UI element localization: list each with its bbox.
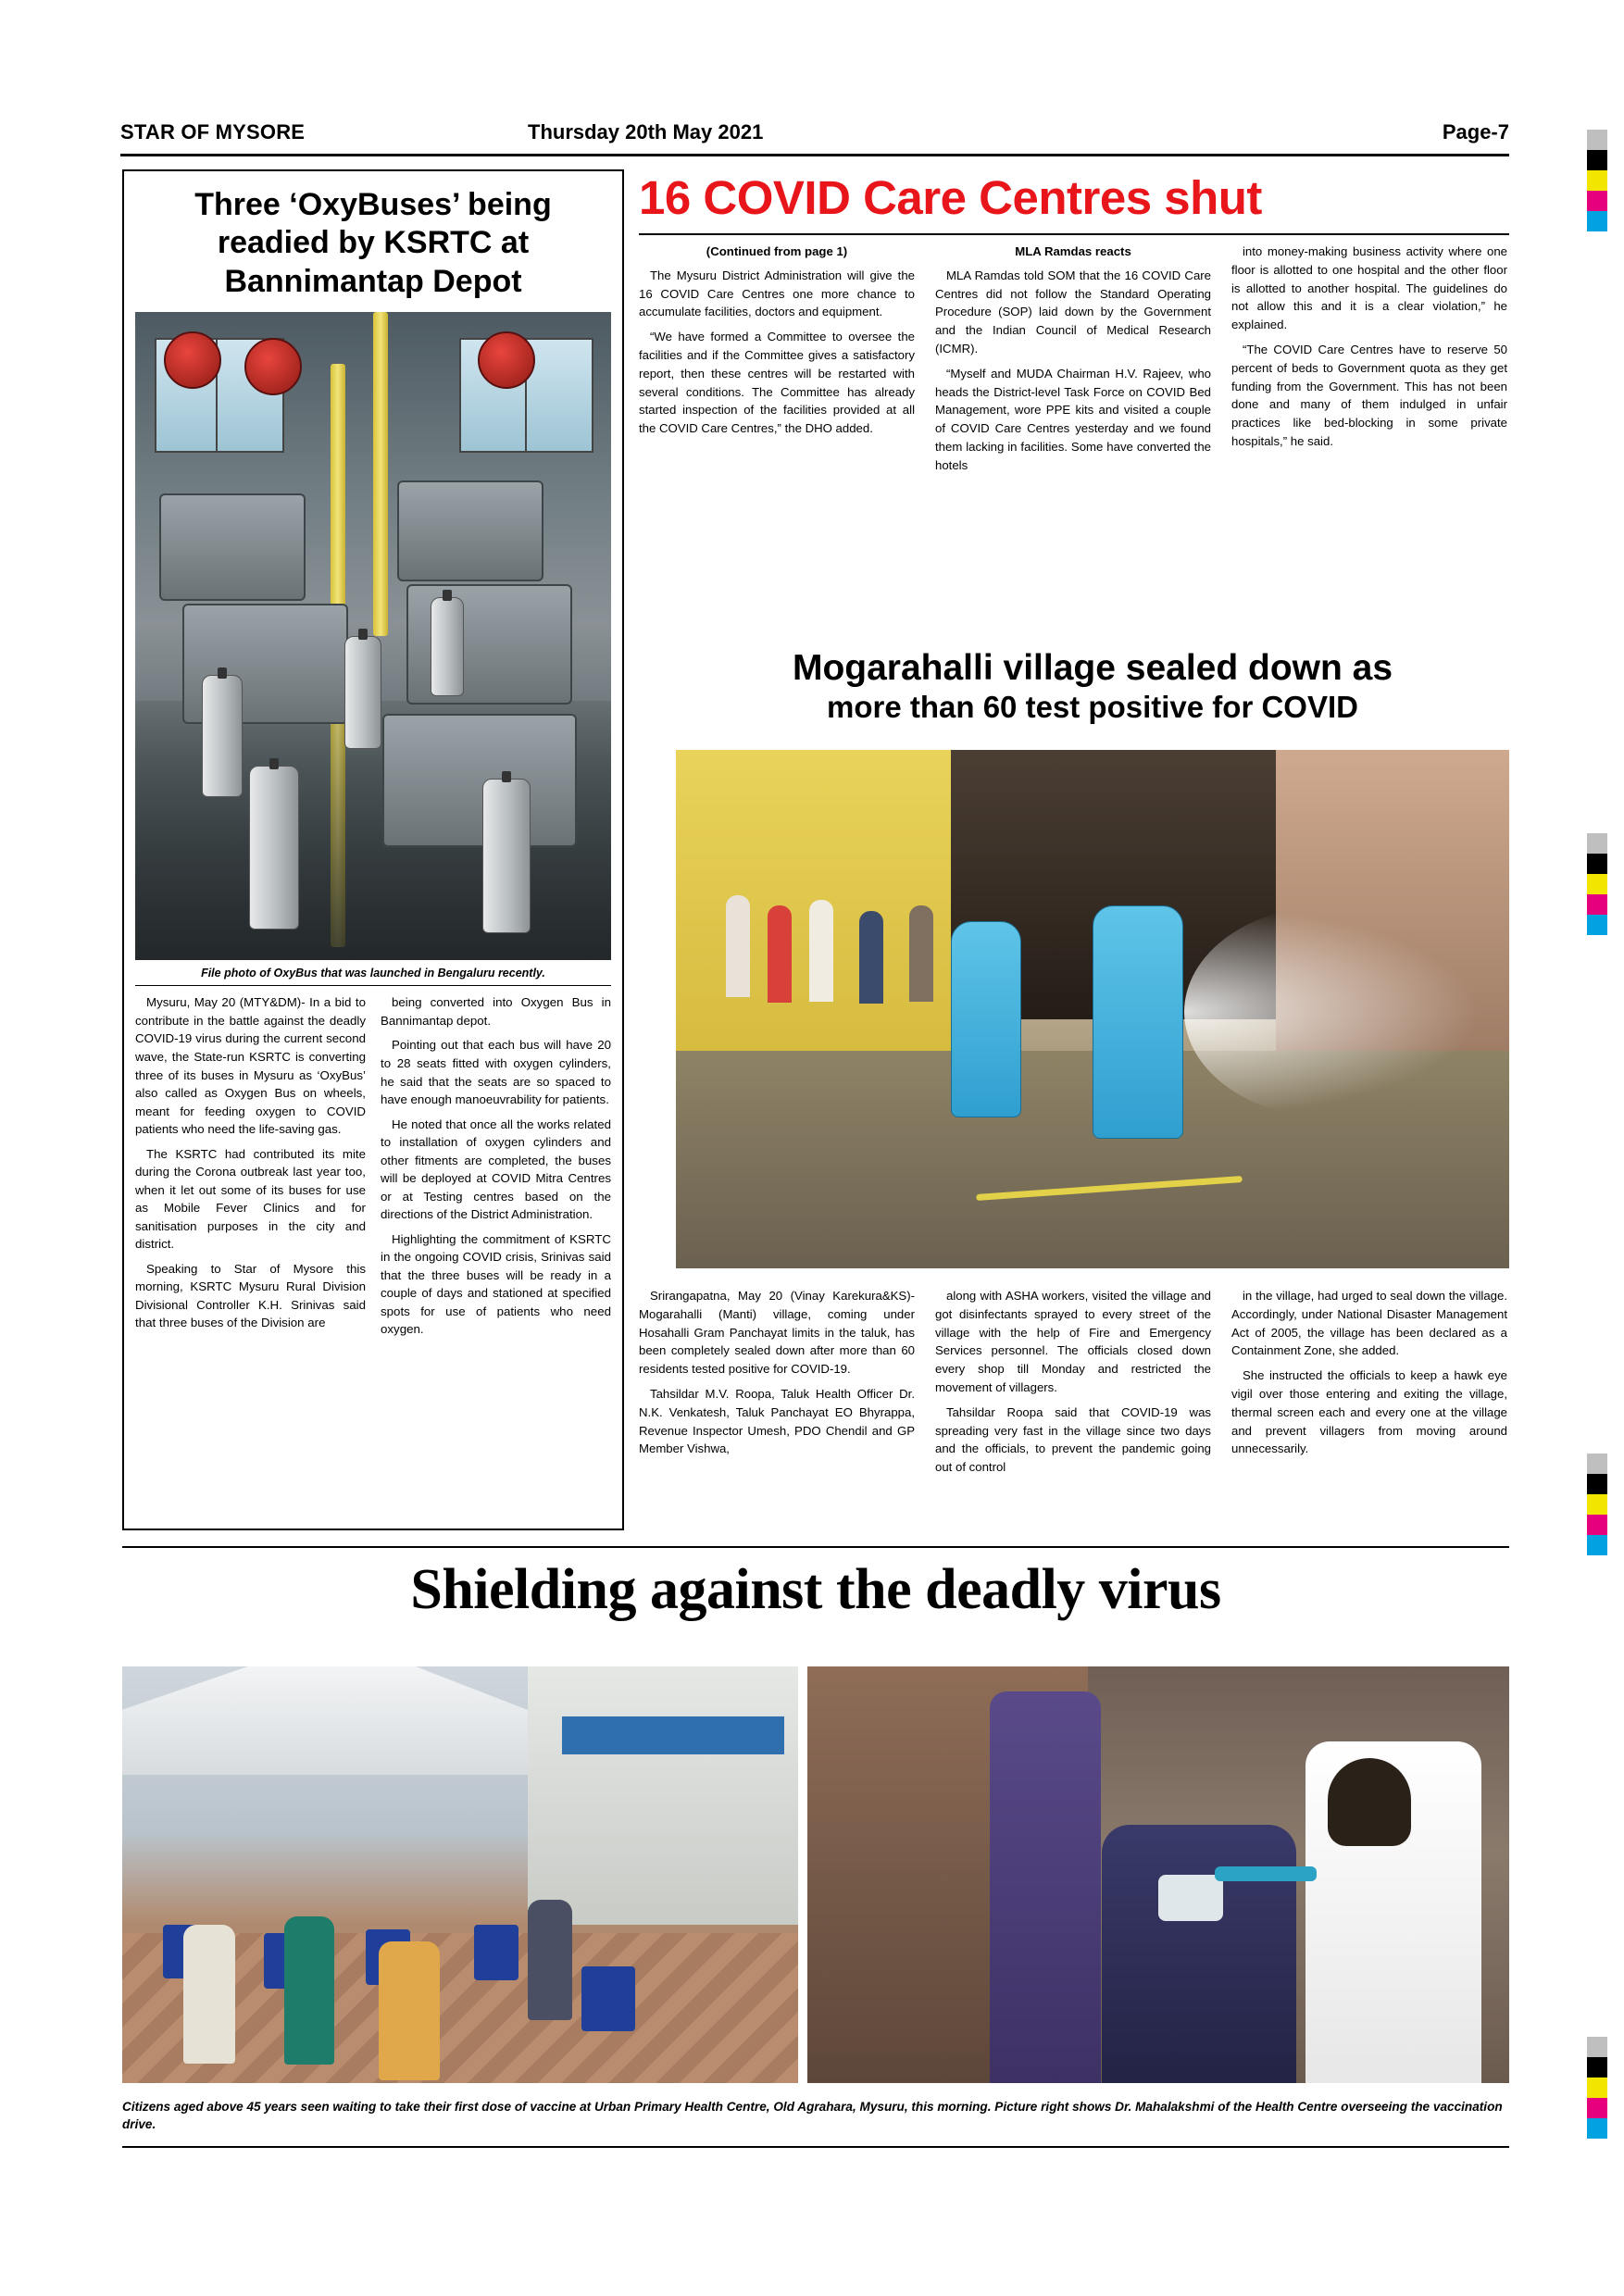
health-centre-signboard xyxy=(562,1716,785,1754)
oxybus-photo xyxy=(135,312,611,960)
paragraph: “We have formed a Committee to oversee the facilities and if the Committee gives a satisfactory report, then these centres will be restarted with several conditions. The Committee has already started inspection of the facilities provided at all the COVID Care Centres,” the DHO added. xyxy=(639,330,915,436)
mogarahalli-headline xyxy=(676,648,1509,725)
reg-magenta xyxy=(1587,1515,1607,1535)
reg-black xyxy=(1587,2057,1607,2078)
mogarahalli-headline-line2: more than 60 test positive for COVID xyxy=(827,689,1358,724)
disinfectant-spray xyxy=(1184,905,1480,1118)
paragraph: The Mysuru District Administration will give the 16 COVID Care Centres one more chance to accumulate facilities, doctors and equipment. xyxy=(639,268,915,319)
registration-marks xyxy=(1587,130,1607,231)
paragraph: Pointing out that each bus will have 20 to 28 seats fitted with oxygen cylinders, he said that the seats are so spaced to have enough manoeuvrability for patients. xyxy=(381,1038,611,1107)
reg-black xyxy=(1587,854,1607,874)
face-mask xyxy=(1158,1875,1223,1921)
villager xyxy=(768,905,792,1003)
vaccine-recipient xyxy=(1102,1825,1296,2083)
reg-yellow xyxy=(1587,170,1607,191)
page-number: Page-7 xyxy=(1442,120,1509,144)
oxygen-cylinder xyxy=(431,597,464,696)
bus-seat xyxy=(159,493,306,601)
reg-black xyxy=(1587,1474,1607,1494)
paragraph: “The COVID Care Centres have to reserve 50 percent of beds to Government quota as they get funding from the Government. This has not been done and many of them indulged in unfair practices like bed-blocking in some private hospitals,” he said. xyxy=(1231,342,1507,448)
paragraph: along with ASHA workers, visited the village and got disinfectants sprayed to every street of the village with the help of Fire and Emergency Services personnel. The officials closed down every shop till Monday and restricted the movement of villagers. xyxy=(935,1289,1211,1394)
vaccination-queue-photo xyxy=(122,1666,798,2083)
covid-centres-body xyxy=(639,243,1509,481)
mogarahalli-column-2 xyxy=(935,1287,1211,1483)
oxygen-cylinder xyxy=(202,675,243,797)
reg-black xyxy=(1587,150,1607,170)
reg-magenta xyxy=(1587,894,1607,915)
ppe-worker xyxy=(951,921,1021,1117)
bus-seat xyxy=(382,714,577,847)
tent-canopy xyxy=(122,1666,542,1775)
reg-magenta xyxy=(1587,2098,1607,2118)
villager xyxy=(859,911,883,1004)
syringe-icon xyxy=(1215,1866,1317,1881)
oxygen-cylinder xyxy=(344,636,381,749)
paragraph: being converted into Oxygen Bus in Bannimantap depot. xyxy=(381,995,611,1028)
bus-fan-icon xyxy=(244,338,302,395)
oxygen-cylinder xyxy=(249,766,299,930)
registration-marks xyxy=(1587,833,1607,935)
reg-grey xyxy=(1587,2037,1607,2057)
masthead-rule xyxy=(120,154,1509,156)
health-worker-head xyxy=(1328,1758,1411,1846)
covid-centres-headline: 16 COVID Care Centres shut xyxy=(639,171,1262,224)
mogarahalli-photo xyxy=(676,750,1509,1268)
reg-yellow xyxy=(1587,1494,1607,1515)
paragraph: Mysuru, May 20 (MTY&DM)- In a bid to contribute in the battle against the deadly COVID-19 virus during the current second wave, the State-run KSRTC is converting three of its buses in Mysuru as ‘OxyBus’ also called as Oxygen Bus on wheels, meant for feeding oxygen to COVID patients who need the life-saving gas. xyxy=(135,995,366,1137)
registration-marks xyxy=(1587,2037,1607,2139)
oxybus-column-1 xyxy=(135,993,366,1345)
paragraph: into money-making business activity where one floor is allotted to one hospital and the other floor is allotted to another hospital. The guidelines do not allow this and it is a clear violation,” he explained. xyxy=(1231,244,1507,332)
masthead xyxy=(120,120,1509,144)
paragraph: Tahsildar M.V. Roopa, Taluk Health Officer Dr. N.K. Venkatesh, Taluk Panchayat EO Bhyrappa, Revenue Inspector Umesh, PDO Chendil and GP Member Vishwa, xyxy=(639,1386,915,1456)
oxygen-cylinder xyxy=(482,779,531,933)
reg-grey xyxy=(1587,130,1607,150)
oxybus-body xyxy=(135,993,611,1345)
reg-magenta xyxy=(1587,191,1607,211)
vaccination-drive-photo xyxy=(807,1666,1509,2083)
paragraph: The KSRTC had contributed its mite during the Corona outbreak last year too, when it let out some of its buses for use as Mobile Fever Clinics and for sanitisation purposes in the city and district. xyxy=(135,1146,366,1252)
paragraph: She instructed the officials to keep a hawk eye vigil over those entering and exiting the village, thermal screen each and every one at the village and prevent villagers from moving around unnecessarily. xyxy=(1231,1368,1507,1456)
paragraph: MLA Ramdas told SOM that the 16 COVID Care Centres did not follow the Standard Operating Procedure (SOP) laid down by the Government and the Indian Council of Medical Research (ICMR). xyxy=(935,268,1211,356)
oxybus-article xyxy=(122,169,624,1530)
paragraph: in the village, had urged to seal down the village. Accordingly, under National Disaster Management Act of 2005, the village has been declared as a Containment Zone, she added. xyxy=(1231,1289,1507,1358)
ppe-worker xyxy=(1093,905,1183,1139)
headline-rule xyxy=(639,233,1509,235)
covid-column-2 xyxy=(935,243,1211,481)
paragraph: Srirangapatna, May 20 (Vinay Karekura&KS)- Mogarahalli (Manti) village, coming under Hosahalli Gram Panchayat limits in the taluk, has been completely sealed down after more than 60 residents tested positive for COVID-19. xyxy=(639,1289,915,1377)
oxybus-headline: Three ‘OxyBuses’ being readied by KSRTC at Bannimantap Depot xyxy=(194,187,552,299)
shielding-headline: Shielding against the deadly virus xyxy=(410,1558,1221,1621)
mogarahalli-column-1 xyxy=(639,1287,915,1483)
waiting-citizen xyxy=(528,1900,572,2020)
reg-grey xyxy=(1587,1454,1607,1474)
shielding-rule xyxy=(122,1546,1509,1548)
registration-marks xyxy=(1587,1454,1607,1555)
reg-yellow xyxy=(1587,2078,1607,2098)
plastic-chair xyxy=(474,1925,518,1980)
plastic-chair xyxy=(581,1966,635,2031)
reg-cyan xyxy=(1587,1535,1607,1555)
oxybus-column-2 xyxy=(381,993,611,1345)
covid-column-3 xyxy=(1231,243,1507,481)
waiting-citizen xyxy=(379,1941,440,2080)
paragraph: Speaking to Star of Mysore this morning, KSRTC Mysuru Rural Division Divisional Controller K.H. Srinivas said that three buses of the Division are xyxy=(135,1261,366,1330)
reg-cyan xyxy=(1587,2118,1607,2139)
mogarahalli-column-3 xyxy=(1231,1287,1507,1483)
paragraph: Highlighting the commitment of KSRTC in the ongoing COVID crisis, Srinivas said that the three buses will be ready in a couple of days and stationed at specified spots for use of patients who need oxygen. xyxy=(381,1231,611,1337)
shielding-caption: Citizens aged above 45 years seen waiting to take their first dose of vaccine at Urban Primary Health Centre, Old Agrahara, Mysuru, this morning. Picture right shows Dr. Mahalakshmi of the Health Centre overseeing the vaccination drive. xyxy=(122,2100,1503,2132)
health-centre-building xyxy=(528,1666,798,1925)
paragraph: “Myself and MUDA Chairman H.V. Rajeev, who heads the District-level Task Force on COVID Bed Management, wore PPE kits and visited a couple of COVID Care Centres yesterday and we found them lacking in facilities. Some have converted the hotels xyxy=(935,366,1211,472)
bus-fan-icon xyxy=(164,331,221,389)
reg-yellow xyxy=(1587,874,1607,894)
publication-title: STAR OF MYSORE xyxy=(120,120,306,144)
bus-handrail xyxy=(373,312,388,636)
issue-date: Thursday 20th May 2021 xyxy=(528,120,764,144)
paragraph: He noted that once all the works related to installation of oxygen cylinders and other fitments are completed, the buses will be deployed at COVID Mitra Centres or at Testing centres based on the directions of the District Administration. xyxy=(381,1117,611,1222)
villager xyxy=(809,900,833,1002)
reg-cyan xyxy=(1587,915,1607,935)
reg-grey xyxy=(1587,833,1607,854)
reg-cyan xyxy=(1587,211,1607,231)
attendant-person xyxy=(990,1691,1101,2083)
paragraph: Tahsildar Roopa said that COVID-19 was spreading very fast in the village since two days and the officials, to prevent the pandemic going out of control xyxy=(935,1404,1211,1475)
continued-note: (Continued from page 1) xyxy=(706,244,848,258)
mogarahalli-body xyxy=(639,1287,1509,1483)
waiting-citizen xyxy=(183,1925,235,2064)
bus-seat xyxy=(397,480,543,581)
subheading-mla-ramdas: MLA Ramdas reacts xyxy=(1015,244,1131,258)
mogarahalli-headline-line1: Mogarahalli village sealed down as xyxy=(792,648,1393,688)
villager xyxy=(726,895,750,997)
waiting-citizen xyxy=(284,1916,334,2065)
villager xyxy=(909,905,933,1002)
bus-window xyxy=(525,338,593,453)
oxybus-photo-caption: File photo of OxyBus that was launched in Bengaluru recently. xyxy=(135,960,611,986)
covid-column-1 xyxy=(639,243,915,481)
page-bottom-rule xyxy=(122,2146,1509,2148)
